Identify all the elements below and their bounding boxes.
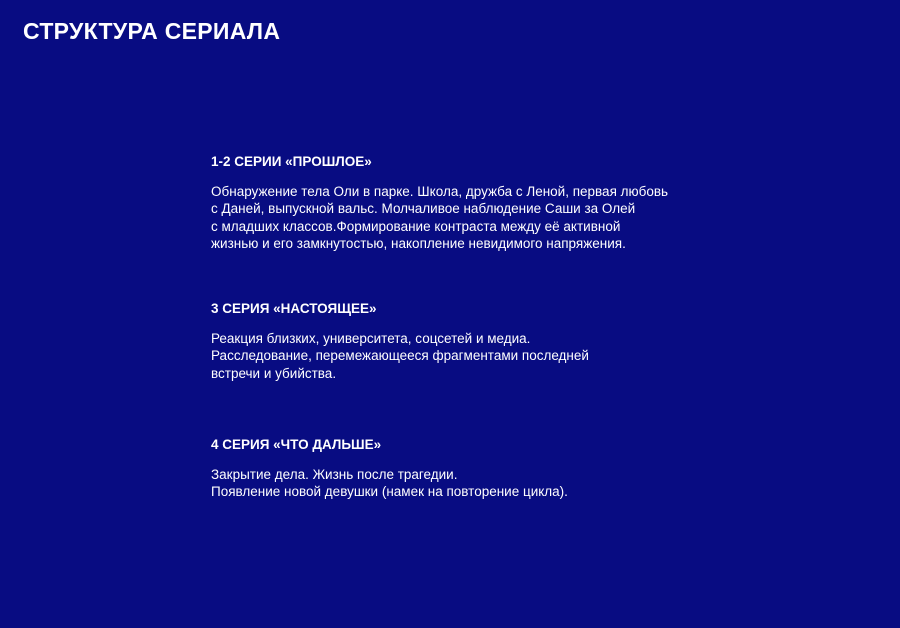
episode-heading: 3 СЕРИЯ «НАСТОЯЩЕЕ» (211, 301, 377, 316)
episode-heading: 1-2 СЕРИИ «ПРОШЛОЕ» (211, 154, 372, 169)
episode-heading: 4 СЕРИЯ «ЧТО ДАЛЬШЕ» (211, 437, 382, 452)
episode-section-present (211, 300, 711, 382)
episode-description: Обнаружение тела Оли в парке. Школа, дружба с Леной, первая любовь с Даней, выпускной вальс. Молчаливое наблюдение Саши за Олей с младших классов.Формирование контраста между её активной жизнью и его замкнутостью, накопление невидимого напряжения. (211, 184, 669, 251)
episode-description: Закрытие дела. Жизнь после трагедии. Появление новой девушки (намек на повторение цикла). (211, 467, 568, 500)
page-title: СТРУКТУРА СЕРИАЛА (23, 18, 281, 44)
episode-section-whats-next (211, 436, 711, 501)
episode-description: Реакция близких, университета, соцсетей и медиа. Расследование, перемежающееся фрагментами последней встречи и убийства. (211, 331, 589, 381)
episode-section-past (211, 153, 711, 252)
